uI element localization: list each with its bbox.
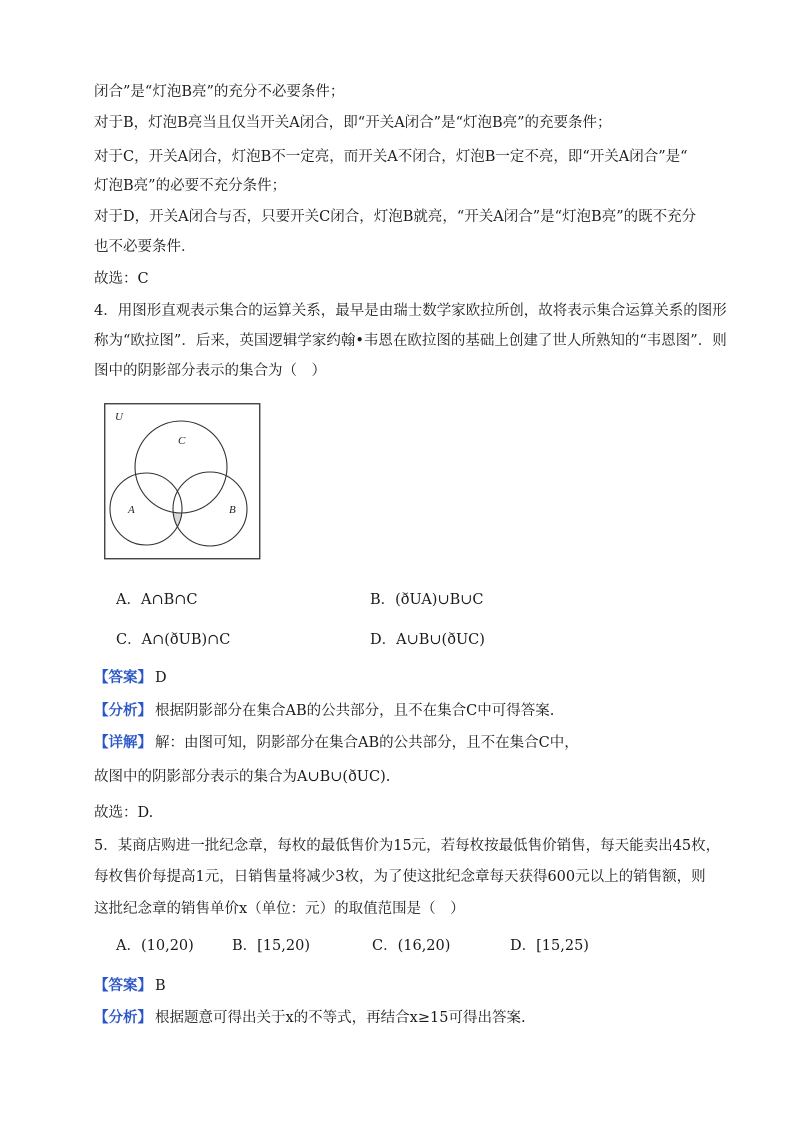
q5-stem-line-1: 5．某商店购进一批纪念章，每枚的最低售价为15元，若每枚按最低售价销售，每天能卖出45枚， — [94, 838, 721, 854]
q5-stem-line-2: 每枚售价每提高1元，日销售量将减少3枚，为了使这批纪念章每天获得600元以上的销售额，则 — [94, 869, 706, 885]
q4-answer — [94, 668, 167, 688]
q4-detail — [94, 733, 579, 753]
q5-answer — [94, 976, 166, 996]
q4-stem-line-1: 4．用图形直观表示集合的运算关系，最早是由瑞士数学家欧拉所创，故将表示集合运算关系的图形 — [94, 303, 727, 319]
q4-stem-line-2: 称为“欧拉图”．后来，英国逻辑学家约翰•韦恩在欧拉图的基础上创建了世人所熟知的“韦恩图”．则 — [94, 333, 727, 349]
q4-option-a: A．A∩B∩C — [116, 592, 198, 608]
q3-text-line: 闭合”是“灯泡B亮”的充分不必要条件； — [94, 84, 345, 100]
label-c: C — [178, 435, 186, 447]
q3-option-d-analysis-cont: 也不必要条件． — [94, 239, 196, 255]
label-b: B — [229, 504, 236, 516]
label-u: U — [115, 411, 123, 423]
q4-option-d: D．A∪B∪(ðUC) — [370, 632, 485, 648]
circle-b — [173, 472, 247, 546]
answer-value: B — [155, 978, 166, 994]
answer-tag: 【答案】 — [94, 669, 152, 686]
answer-tag: 【答案】 — [94, 977, 152, 994]
q4-stem-line-3: 图中的阴影部分表示的集合为（ ） — [94, 363, 326, 379]
q3-choice: 故选：C — [94, 271, 149, 287]
q4-option-c: C．A∩(ðUB)∩C — [116, 632, 231, 648]
q4-choice: 故选：D. — [94, 805, 154, 821]
detail-tag: 【详解】 — [94, 734, 152, 751]
venn-diagram — [104, 403, 262, 561]
q3-option-c-analysis-cont: 灯泡B亮”的必要不充分条件； — [94, 178, 287, 194]
analysis-text: 根据阴影部分在集合AB的公共部分，且不在集合C中可得答案. — [155, 703, 555, 719]
q5-analysis — [94, 1008, 526, 1028]
q5-option-c: C．(16,20) — [372, 938, 451, 954]
q5-option-a: A．(10,20) — [116, 938, 194, 954]
detail-text: 解：由图可知，阴影部分在集合AB的公共部分，且不在集合C中， — [155, 735, 579, 751]
analysis-tag: 【分析】 — [94, 702, 152, 719]
analysis-text: 根据题意可得出关于x的不等式，再结合x≥15可得出答案. — [155, 1010, 526, 1026]
q5-stem-line-3: 这批纪念章的销售单价x（单位：元）的取值范围是（ ） — [94, 901, 465, 917]
q4-option-b: B．(ðUA)∪B∪C — [370, 592, 484, 608]
circle-a — [110, 473, 182, 545]
q3-option-b-analysis: 对于B，灯泡B亮当且仅当开关A闭合，即“开关A闭合”是“灯泡B亮”的充要条件； — [94, 115, 612, 131]
answer-value: D — [155, 670, 167, 686]
label-a: A — [128, 504, 135, 516]
q4-analysis — [94, 701, 554, 721]
q5-option-b: B．[15,20) — [232, 938, 310, 954]
q5-option-d: D．[15,25) — [510, 938, 589, 954]
q4-detail-line-2: 故图中的阴影部分表示的集合为A∪B∪(ðUC). — [94, 769, 391, 785]
q3-option-c-analysis: 对于C，开关A闭合，灯泡B不一定亮，而开关A不闭合，灯泡B一定不亮，即“开关A闭合”是“ — [94, 149, 688, 165]
q3-option-d-analysis: 对于D，开关A闭合与否，只要开关C闭合，灯泡B就亮，“开关A闭合”是“灯泡B亮”的既不充分 — [94, 209, 697, 225]
analysis-tag: 【分析】 — [94, 1009, 152, 1026]
